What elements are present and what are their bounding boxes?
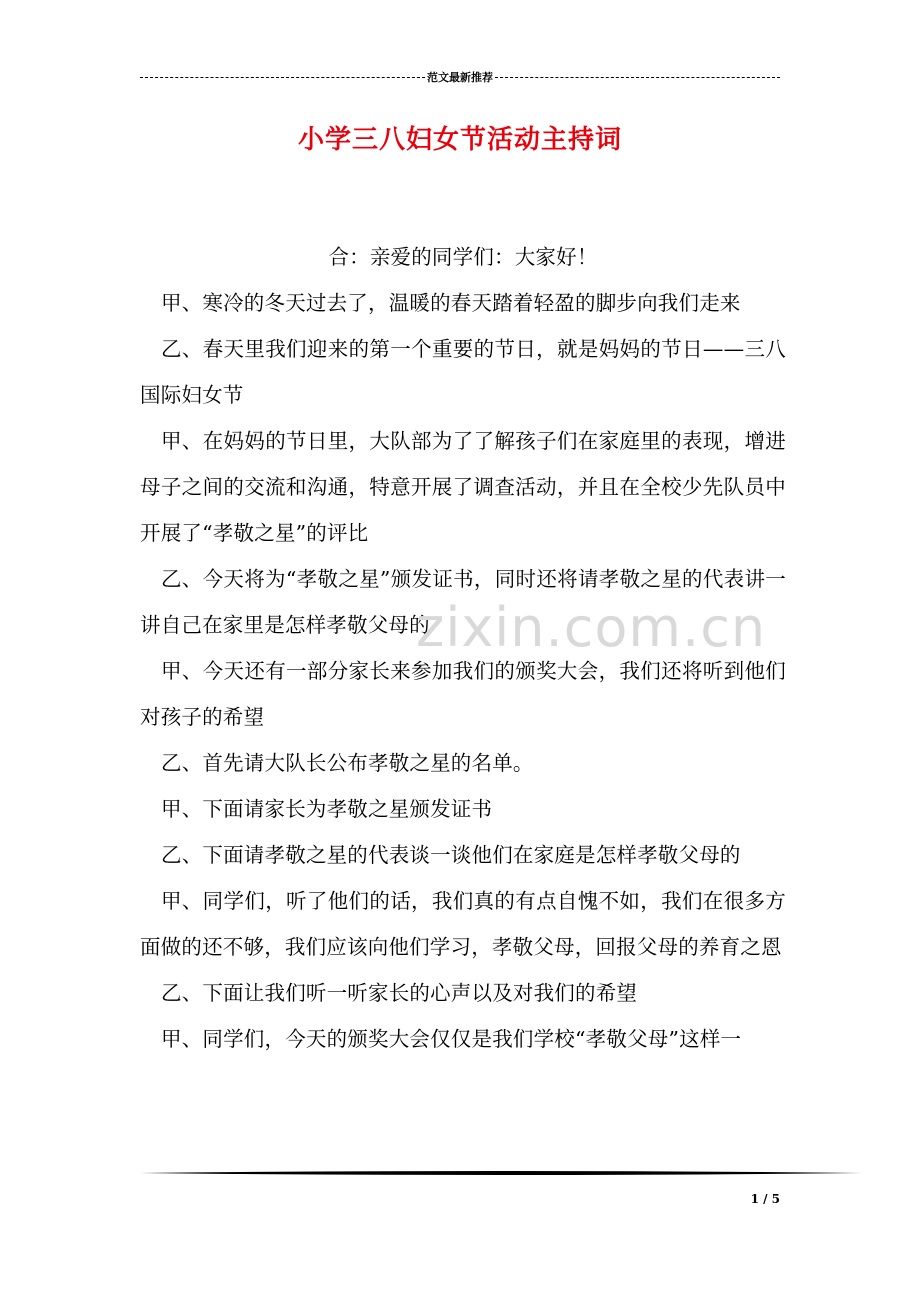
- paragraph: 甲、在妈妈的节日里，大队部为了了解孩子们在家庭里的表现，增进母子之间的交流和沟通，特意开展了调查活动，并且在全校少先队员中开展了“孝敬之星”的评比: [140, 429, 786, 545]
- watermark: zixin.com.cn: [416, 596, 767, 659]
- paragraph: 乙、今天将为“孝敬之星”颁发证书，同时还将请孝敬之星的代表讲一讲自己在家里是怎样孝敬父母的: [140, 567, 786, 637]
- paragraph: 乙、下面请孝敬之星的代表谈一谈他们在家庭是怎样孝敬父母的: [161, 843, 741, 867]
- paragraph: 甲、下面请家长为孝敬之星颁发证书: [161, 797, 493, 821]
- page-number: 1 / 5: [750, 1192, 780, 1206]
- paragraph: 甲、同学们，今天的颁奖大会仅仅是我们学校“孝敬父母”这样一: [161, 1027, 742, 1051]
- page-header: [140, 68, 780, 86]
- header-dashes-right: [495, 77, 780, 78]
- paragraph: 乙、春天里我们迎来的第一个重要的节日，就是妈妈的节日——三八国际妇女节: [140, 337, 786, 407]
- paragraph: 甲、同学们，听了他们的话，我们真的有点自愧不如，我们在很多方面做的还不够，我们应该向他们学习，孝敬父母，回报父母的养育之恩: [140, 889, 786, 959]
- document-body: [140, 234, 786, 1062]
- paragraph: 甲、今天还有一部分家长来参加我们的颁奖大会，我们还将听到他们对孩子的希望: [140, 659, 786, 729]
- header-label: 范文最新推荐: [427, 71, 493, 84]
- header-dashes-left: [140, 77, 425, 78]
- paragraph: 乙、下面让我们听一听家长的心声以及对我们的希望: [161, 981, 638, 1005]
- footer-rule: [140, 1170, 862, 1176]
- paragraph-greeting: 合：亲爱的同学们：大家好！: [328, 245, 598, 269]
- document-title: 小学三八妇女节活动主持词: [297, 125, 622, 155]
- paragraph: 乙、首先请大队长公布孝敬之星的名单。: [161, 751, 534, 775]
- paragraph: 甲、寒冷的冬天过去了，温暖的春天踏着轻盈的脚步向我们走来: [161, 291, 741, 315]
